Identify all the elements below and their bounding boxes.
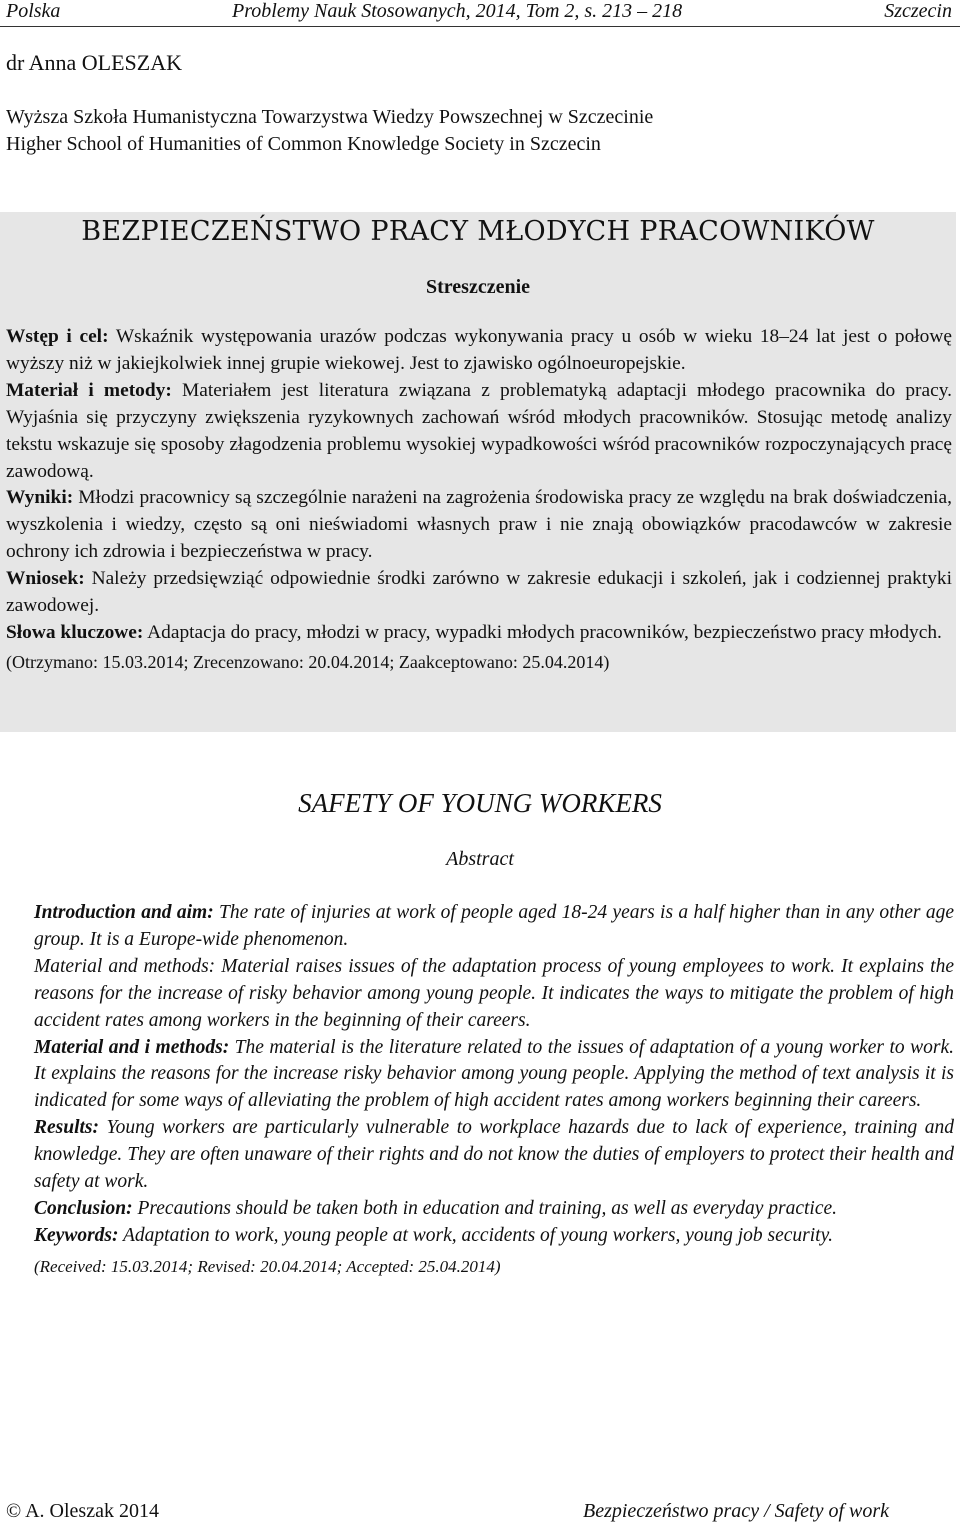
footer-copyright: © A. Oleszak 2014 xyxy=(6,1500,159,1522)
polish-abstract-box xyxy=(0,212,956,732)
english-keywords xyxy=(34,1223,954,1250)
polish-methods-text: Materiałem jest literatura związana z problematyką adaptacji młodego pracownika do pracy. Wyjaśnia się przyczyny zwiększenia ryzykownych zachowań wśród młodych pracowników. Stosując metodę analizy tekstu wskazuje się sposoby złagodzenia problemu wysokiej wypadkowości wśród pracowników rozpoczynających pracę zawodową. xyxy=(6,379,952,482)
affiliation-polish: Wyższa Szkoła Humanistyczna Towarzystwa Wiedzy Powszechnej w Szczecinie xyxy=(6,106,654,128)
english-abstract-body xyxy=(34,900,954,1281)
english-methods-2-label: Material and i methods: xyxy=(34,1036,230,1058)
english-results-text: Young workers are particularly vulnerable to workplace hazards due to lack of experience, training and knowledge. They are often unaware of their rights and do not know the duties of employers to protect their health and safety at work. xyxy=(34,1117,954,1193)
english-title: SAFETY OF YOUNG WORKERS xyxy=(298,788,662,818)
running-header xyxy=(0,0,960,27)
english-methods-2 xyxy=(34,1035,954,1116)
english-dates: (Received: 15.03.2014; Revised: 20.04.2014; Accepted: 25.04.2014) xyxy=(34,1256,501,1276)
polish-results-label: Wyniki: xyxy=(6,487,74,509)
english-conclusion xyxy=(34,1196,954,1223)
english-intro xyxy=(34,900,954,954)
polish-title: BEZPIECZEŃSTWO PRACY MŁODYCH PRACOWNIKÓW xyxy=(81,216,875,247)
header-journal: Problemy Nauk Stosowanych, 2014, Tom 2, s. 213 – 218 xyxy=(232,0,683,22)
polish-methods-label: Materiał i metody: xyxy=(6,379,172,401)
polish-intro xyxy=(6,324,952,378)
english-keywords-text: Adaptation to work, young people at work, accidents of young workers, young job security. xyxy=(118,1224,834,1246)
polish-keywords-label: Słowa kluczowe: xyxy=(6,621,144,643)
header-country: Polska xyxy=(6,0,61,22)
english-results-label: Results: xyxy=(34,1117,100,1139)
polish-conclusion-text: Należy przedsięwziąć odpowiednie środki zarówno w zakresie edukacji i szkoleń, jak i codziennej praktyki zawodowej. xyxy=(6,568,952,617)
polish-conclusion xyxy=(6,566,952,620)
polish-methods xyxy=(6,378,952,486)
polish-results xyxy=(6,485,952,566)
polish-abstract-body xyxy=(6,324,952,676)
footer-running-title: Bezpieczeństwo pracy / Safety of work xyxy=(583,1500,890,1522)
english-conclusion-label: Conclusion: xyxy=(34,1197,133,1219)
polish-results-text: Młodzi pracownicy są szczególnie narażeni na zagrożenia środowiska pracy ze względu na brak doświadczenia, wyszkolenia i wiedzy, często są oni nieświadomi własnych praw i nie znają obowiązków pracodawców w zakresie ochrony ich zdrowia i bezpieczeństwa w pracy. xyxy=(6,487,952,563)
polish-conclusion-label: Wniosek: xyxy=(6,568,85,590)
polish-subtitle: Streszczenie xyxy=(425,276,531,298)
english-methods-2-text: The material is the literature related to the issues of adaptation of a young worker to work. It explains the reasons for the increase risky behavior among young people. Applying the method of text analysis it is indicated for some ways of alleviating the problem of high accident rates among workers beginning their careers. xyxy=(34,1036,954,1112)
polish-keywords xyxy=(6,620,952,647)
polish-intro-label: Wstęp i cel: xyxy=(6,326,109,347)
polish-keywords-text: Adaptacja do pracy, młodzi w pracy, wypadki młodych pracowników, bezpieczeństwo pracy młodych. xyxy=(143,621,942,643)
polish-intro-text: Wskaźnik występowania urazów podczas wykonywania pracy u osób w wieku 18–24 lat jest o połowę wyższy niż w jakiejkolwiek innej grupie wiekowej. Jest to zjawisko ogólnoeuropejskie. xyxy=(6,326,952,374)
english-results xyxy=(34,1115,954,1196)
polish-dates: (Otrzymano: 15.03.2014; Zrecenzowano: 20.04.2014; Zaakceptowano: 25.04.2014) xyxy=(6,651,610,672)
english-intro-label: Introduction and aim: xyxy=(34,902,214,923)
header-city: Szczecin xyxy=(884,0,952,22)
english-intro-text: The rate of injuries at work of people aged 18-24 years is a half higher than in any other age group. It is a Europe-wide phenomenon. xyxy=(34,902,954,950)
affiliation-english: Higher School of Humanities of Common Knowledge Society in Szczecin xyxy=(6,133,601,155)
english-subtitle: Abstract xyxy=(446,848,514,870)
english-keywords-label: Keywords: xyxy=(34,1224,119,1246)
author-name: dr Anna OLESZAK xyxy=(6,50,182,75)
english-conclusion-text: Precautions should be taken both in education and training, as well as everyday practice. xyxy=(132,1197,838,1219)
english-methods-1: Material and methods: Material raises issues of the adaptation process of young employees to work. It explains the reasons for the increase of risky behavior among young people. It indicates the ways to mitigate the problem of high accident rates among workers in the beginning of their careers. xyxy=(34,955,954,1031)
